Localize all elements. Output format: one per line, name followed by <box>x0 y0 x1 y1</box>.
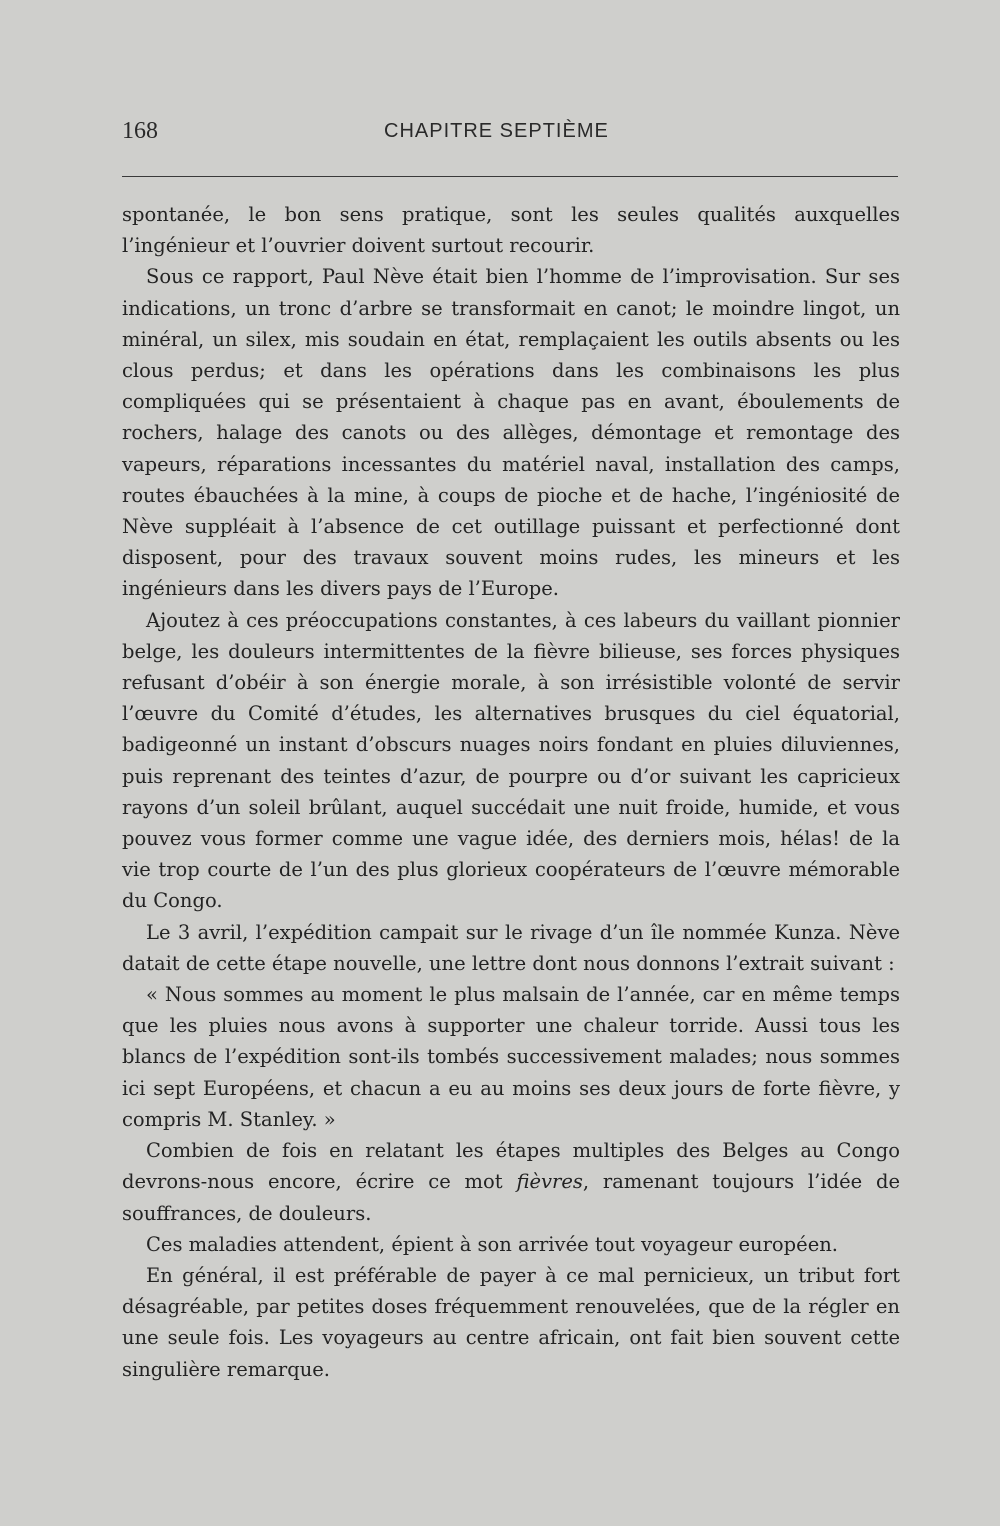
paragraph-2: Sous ce rapport, Paul Nève était bien l’homme de l’improvisation. Sur ses indications, un tronc d’arbre se transformait en canot; le moindre lingot, un minéral, un silex, mis soudain en état, remplaçaient les outils absents ou les clous perdus; et dans les opérations dans les combinaisons les plus compliquées qui se présentaient à chaque pas en avant, éboulements de rochers, halage des canots ou des allèges, démontage et remontage des vapeurs, réparations incessantes du matériel naval, installation des camps, routes ébauchées à la mine, à coups de pioche et de hache, l’ingéniosité de Nève suppléait à l’absence de cet outillage puissant et perfectionné dont disposent, pour des travaux souvent moins rudes, les mineurs et les ingénieurs dans les divers pays de l’Europe. <box>122 265 900 601</box>
paragraph-4: Le 3 avril, l’expédition campait sur le rivage d’un île nommée Kunza. Nève datait de cette étape nouvelle, une lettre dont nous donnons l’extrait suivant : <box>122 920 900 975</box>
page-number: 168 <box>122 118 158 144</box>
paragraph-6-text-a: Combien de fois en relatant les étapes multiples des Belges au Congo devrons-nous encore, écrire ce mot <box>122 1139 900 1194</box>
italic-word-fievres: fièvres <box>516 1170 583 1194</box>
quoted-letter-paragraph: « Nous sommes au moment le plus malsain de l’année, car en même temps que les pluies nous avons à supporter une chaleur torride. Aussi tous les blancs de l’expédition sont-ils tombés successivement malades; nous sommes ici sept Européens, et chacun a eu au moins ses deux jours de forte fièvre, y compris M. Stanley. » <box>122 983 900 1131</box>
paragraph-6-text-b: , ramenant toujours l’idée de souffrances, de douleurs. <box>122 1170 900 1225</box>
paragraph-3: Ajoutez à ces préoccupations constantes, à ces labeurs du vaillant pionnier belge, les douleurs intermittentes de la fièvre bilieuse, ses forces physiques refusant d’obéir à son énergie morale, à son irrésistible volonté de servir l’œuvre du Comité d’études, les alternatives brusques du ciel équatorial, badigeonné un instant d’obscurs nuages noirs fondant en pluies diluviennes, puis reprenant des teintes d’azur, de pourpre ou d’or suivant les capricieux rayons d’un soleil brûlant, auquel succédait une nuit froide, humide, et vous pouvez vous former comme une vague idée, des derniers mois, hélas! de la vie trop courte de l’un des plus glorieux coopérateurs de l’œuvre mémorable du Congo. <box>122 608 900 913</box>
running-title: CHAPITRE SEPTIÈME <box>384 120 609 142</box>
paragraph-7: Ces maladies attendent, épient à son arrivée tout voyageur européen. <box>146 1232 838 1256</box>
paragraph-6 <box>122 1135 900 1229</box>
header-rule <box>122 176 898 177</box>
paragraph-1: spontanée, le bon sens pratique, sont les seules qualités auxquelles l’ingénieur et l’ouvrier doivent surtout recourir. <box>122 203 900 258</box>
paragraph-8: En général, il est préférable de payer à ce mal pernicieux, un tribut fort désagréable, par petites doses fréquemment renouvelées, que de la régler en une seule fois. Les voyageurs au centre africain, ont fait bien souvent cette singulière remarque. <box>122 1263 900 1381</box>
page-header <box>122 118 898 158</box>
body-text <box>122 199 900 1385</box>
